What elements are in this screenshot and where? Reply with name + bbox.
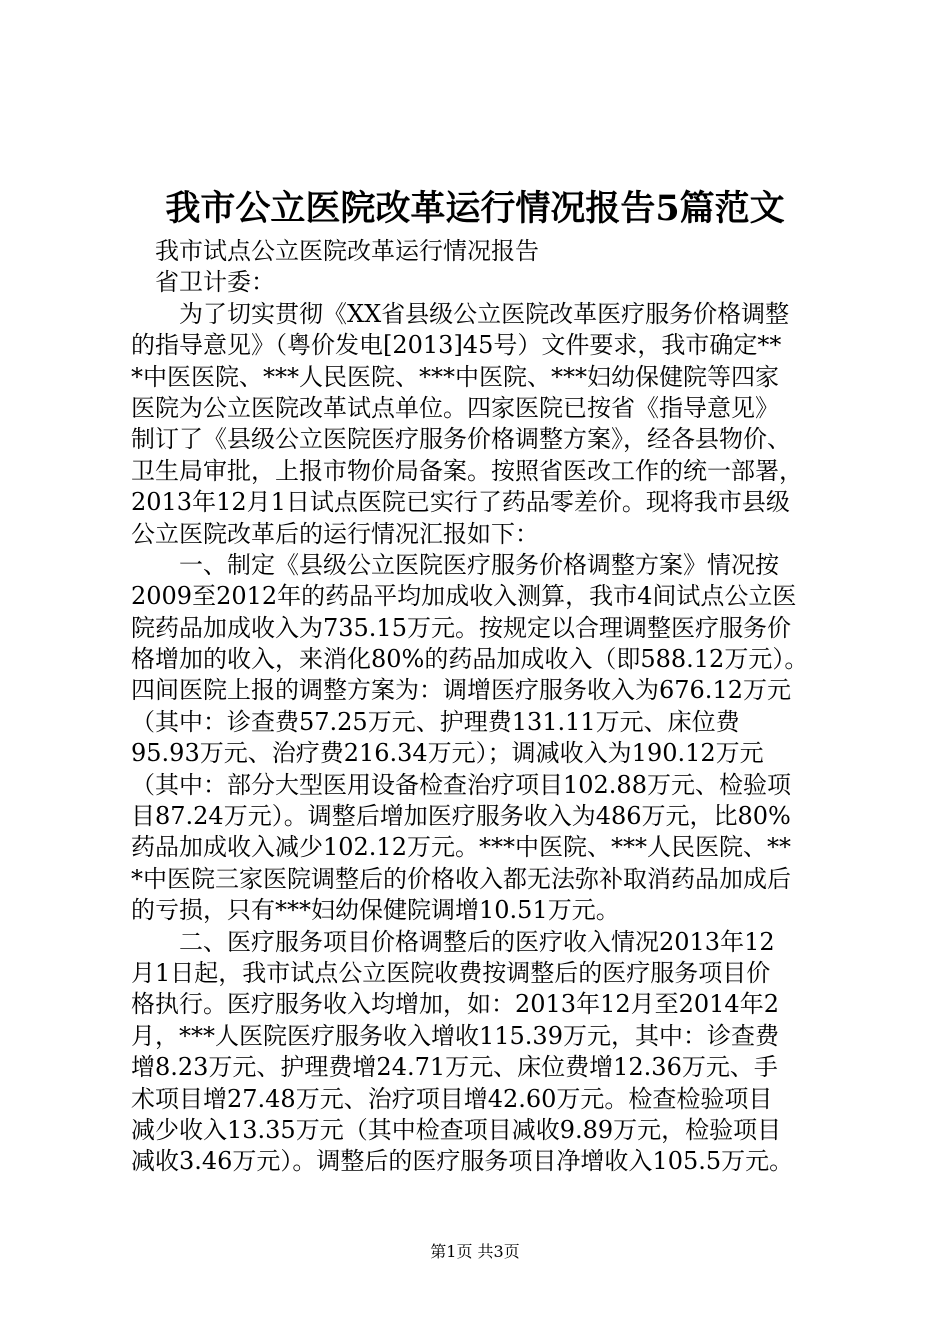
body-line: 二、医疗服务项目价格调整后的医疗收入情况2013年12 (131, 927, 775, 956)
body-line: 卫生局审批，上报市物价局备案。按照省医改工作的统一部署， (131, 456, 803, 485)
document-body (131, 236, 829, 1178)
body-line: 95.93万元、治疗费216.34万元）；调减收入为190.12万元 (131, 739, 764, 768)
body-line: 医院为公立医院改革试点单位。四家医院已按省《指导意见》 (131, 393, 779, 422)
body-line: 省卫计委： (131, 268, 275, 297)
body-line: 术项目增27.48万元、治疗项目增42.60万元。检查检验项目 (131, 1084, 773, 1113)
body-line: 的指导意见》（粤价发电[2013]45号）文件要求，我市确定** (131, 331, 782, 360)
body-line: （其中：诊查费57.25万元、护理费131.11万元、床位费 (131, 707, 740, 736)
body-line: 格执行。医疗服务收入均增加，如：2013年12月至2014年2 (131, 990, 779, 1019)
body-line: 为了切实贯彻《XX省县级公立医院改革医疗服务价格调整 (131, 299, 790, 328)
body-line: 月1日起，我市试点公立医院收费按调整后的医疗服务项目价 (131, 958, 771, 987)
page-footer: 第1页 共3页 (430, 1242, 520, 1261)
body-line: 药品加成收入减少102.12万元。***中医院、***人民医院、** (131, 833, 791, 862)
body-line: 增8.23万元、护理费增24.71万元、床位费增12.36万元、手 (131, 1053, 778, 1082)
body-line: 院药品加成收入为735.15万元。按规定以合理调整医疗服务价 (131, 613, 791, 642)
document-title: 我市公立医院改革运行情况报告5篇范文 (165, 188, 785, 229)
body-line: 一、制定《县级公立医院医疗服务价格调整方案》情况按 (131, 550, 779, 579)
body-line: 格增加的收入，来消化80%的药品加成收入（即588.12万元）。 (131, 645, 809, 674)
body-line: 四间医院上报的调整方案为：调增医疗服务收入为676.12万元 (131, 676, 791, 705)
body-line: （其中：部分大型医用设备检查治疗项目102.88万元、检验项 (131, 770, 791, 799)
body-line: *中医院三家医院调整后的价格收入都无法弥补取消药品加成后 (131, 864, 791, 893)
body-line: 2009至2012年的药品平均加成收入测算，我市4间试点公立医 (131, 582, 797, 611)
body-line: 月，***人医院医疗服务收入增收115.39万元，其中：诊查费 (131, 1021, 779, 1050)
body-line: 我市试点公立医院改革运行情况报告 (131, 237, 539, 265)
body-line: 目87.24万元）。调整后增加医疗服务收入为486万元，比80% (131, 802, 791, 831)
body-line: 公立医院改革后的运行情况汇报如下： (131, 519, 539, 548)
body-line: 减少收入13.35万元（其中检查项目减收9.89万元，检验项目 (131, 1115, 782, 1144)
body-line: 2013年12月1日试点医院已实行了药品零差价。现将我市县级 (131, 488, 790, 517)
body-line: 制订了《县级公立医院医疗服务价格调整方案》，经各县物价、 (131, 425, 791, 454)
body-line: *中医医院、***人民医院、***中医院、***妇幼保健院等四家 (131, 362, 779, 391)
body-line: 的亏损，只有***妇幼保健院调增10.51万元。 (131, 896, 620, 925)
body-line: 减收3.46万元）。调整后的医疗服务项目净增收入105.5万元。 (131, 1147, 794, 1176)
